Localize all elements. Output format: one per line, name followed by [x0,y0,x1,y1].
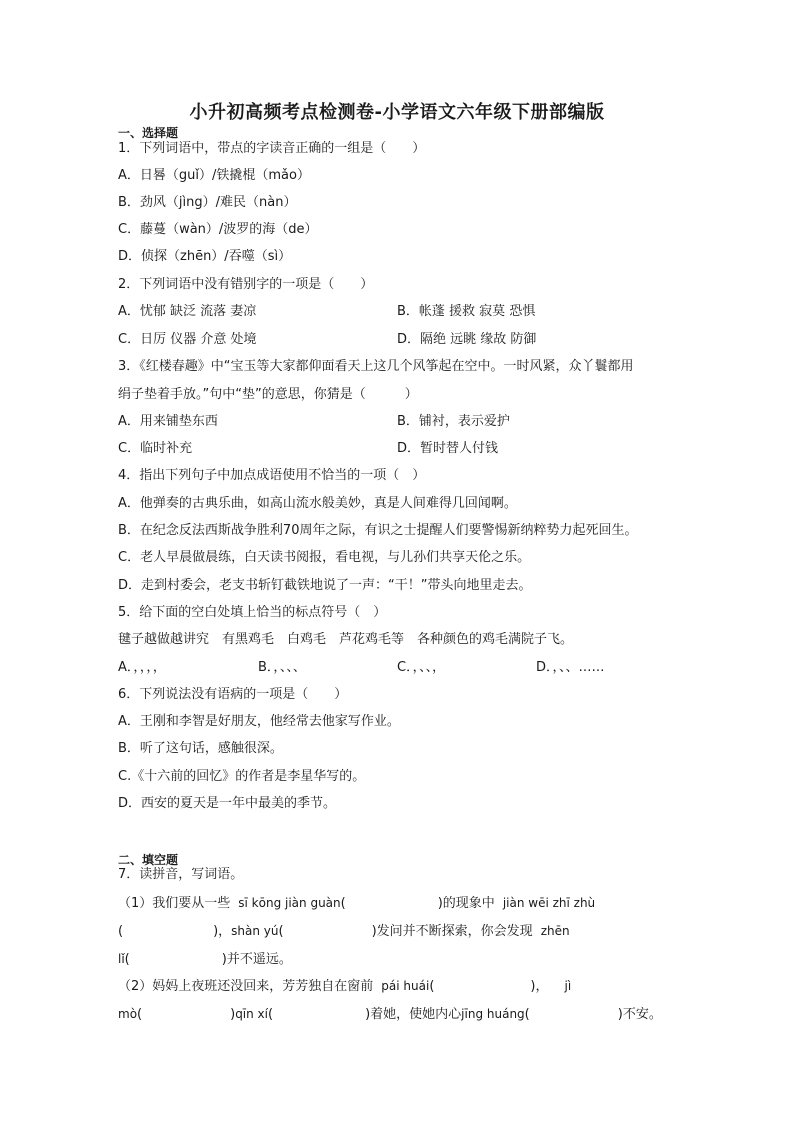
q7-text: ， [218,924,232,939]
paren-close: ) [221,952,227,967]
q5-option-d: D．，、、…… [536,660,605,675]
q4-option-b: B．在纪念反法西斯战争胜利70周年之际，有识之士提醒人们要警惕新纳粹势力起死回生。 [118,523,638,538]
q6-stem: 6．下列说法没有语病的一项是（ ） [118,687,348,702]
q7-text: （1）我们要从一些 [118,896,231,911]
section-heading-fill: 二、填空题 [118,853,179,867]
q6-option-a: A．王刚和李智是好朋友，他经常去他家写作业。 [118,714,400,729]
q4-stem: 4．指出下列句子中加点成语使用不恰当的一项（ ） [118,468,426,483]
q7-text: 的现象中 [442,896,495,911]
q3-stem-line1: 3．《红楼春趣》中“宝玉等大家都仰面看天上这几个风筝起在空中。一时风紧，众丫鬟都用 [118,359,634,374]
q5-option-b: B．，、、、 [258,660,306,675]
q7-part1-line1 [118,894,595,913]
q2-stem: 2．下列词语中没有错别字的一项是（ ） [118,277,374,292]
q2-option-d: D．隔绝 远眺 缘故 防御 [397,332,537,347]
paren-open: ( [118,924,124,939]
q2-option-c: C．日厉 仪器 介意 处境 [118,332,257,347]
q3-option-c: C．临时补充 [118,441,193,456]
q7-text: 着她，使她内心 [370,1007,462,1022]
paren-close: ) [213,924,219,939]
paren-open: ( [278,924,284,939]
q3-option-d: D．暂时替人付钱 [397,441,499,456]
paren-open: ( [124,952,130,967]
pinyin-text: jiàn wēi zhī zhù [502,896,596,910]
q7-part1-line3 [118,950,292,969]
section-heading-choice: 一、选择题 [118,126,179,140]
q7-text: ， [535,979,549,994]
paren-open: ( [268,1007,274,1022]
pinyin-text: jì [564,979,572,993]
q7-text: 不安。 [622,1007,662,1022]
q6-option-b: B．听了这句话，感触很深。 [118,741,283,756]
q3-option-a: A．用来铺垫东西 [118,414,218,429]
q7-stem: 7．读拼音，写词语。 [118,867,244,882]
paren-close: ) [230,1007,236,1022]
pinyin-text: qīn xí [235,1007,268,1021]
pinyin-text: zhēn [540,924,570,938]
paren-open: ( [137,1007,143,1022]
q1-stem: 1．下列词语中，带点的字读音正确的一组是（ ） [118,141,426,156]
q1-option-c: C．藤蔓（wàn）/波罗的海（de） [118,222,318,237]
q7-part2-line1 [118,977,571,996]
q2-option-b: B．帐蓬 援救 寂莫 恐惧 [397,304,536,319]
q5-option-c: C．，、、， [397,660,446,675]
pinyin-text: jīng huáng [461,1007,525,1021]
q7-part1-line2 [118,922,570,941]
q6-option-d: D．西安的夏天是一年中最美的季节。 [118,796,337,811]
paren-open: ( [429,979,435,994]
q7-part2-line2 [118,1005,662,1024]
page-title: 小升初高频考点检测卷-小学语文六年级下册部编版 [189,102,605,123]
pinyin-text: sī kōng jiàn guàn [238,896,341,910]
q4-option-c: C．老人早晨做晨练，白天读书阅报，看电视，与儿孙们共享天伦之乐。 [118,550,531,565]
q6-option-c: C.《十六前的回忆》的作者是李星华写的。 [118,769,366,784]
paren-close: ) [617,1007,623,1022]
q1-option-d: D．侦探（zhēn）/吞噬（sì） [118,249,292,264]
q4-option-a: A．他弹奏的古典乐曲，如高山流水般美妙，真是人间难得几回闻啊。 [118,496,517,511]
paren-open: ( [524,1007,530,1022]
pinyin-text: mò [118,1007,138,1021]
q7-text: 发问并不断探索，你会发现 [376,924,533,939]
q5-option-a: A．，，，， [118,660,166,675]
pinyin-text: lǐ [118,952,125,966]
q1-option-a: A．日晷（guǐ）/铁撬棍（mǎo） [118,168,310,183]
q3-stem-line2: 绢子垫着手放。”句中“垫”的意思，你猜是（ ） [118,387,418,402]
q7-text: 并不遥远。 [226,952,292,967]
q2-option-a: A．忧郁 缺泛 流落 妻凉 [118,304,257,319]
pinyin-text: shàn yú [231,924,279,938]
paren-close: ) [437,896,443,911]
q3-option-b: B．铺衬，表示爱护 [397,414,510,429]
paren-close: ) [530,979,536,994]
pinyin-text: pái huái [381,979,430,993]
q7-text: （2）妈妈上夜班还没回来，芳芳独自在窗前 [118,979,374,994]
q5-stem: 5．给下面的空白处填上恰当的标点符号（ ） [118,605,387,620]
q5-text: 毽子越做越讲究 有黑鸡毛 白鸡毛 芦花鸡毛等 各种颜色的鸡毛满院子飞。 [118,632,574,647]
q4-option-d: D．走到村委会，老支书斩钉截铁地说了一声：“干！”带头向地里走去。 [118,578,532,593]
paren-close: ) [365,1007,371,1022]
q1-option-b: B．劲风（jìng）/难民（nàn） [118,195,297,210]
paren-open: ( [340,896,346,911]
paren-close: ) [371,924,377,939]
